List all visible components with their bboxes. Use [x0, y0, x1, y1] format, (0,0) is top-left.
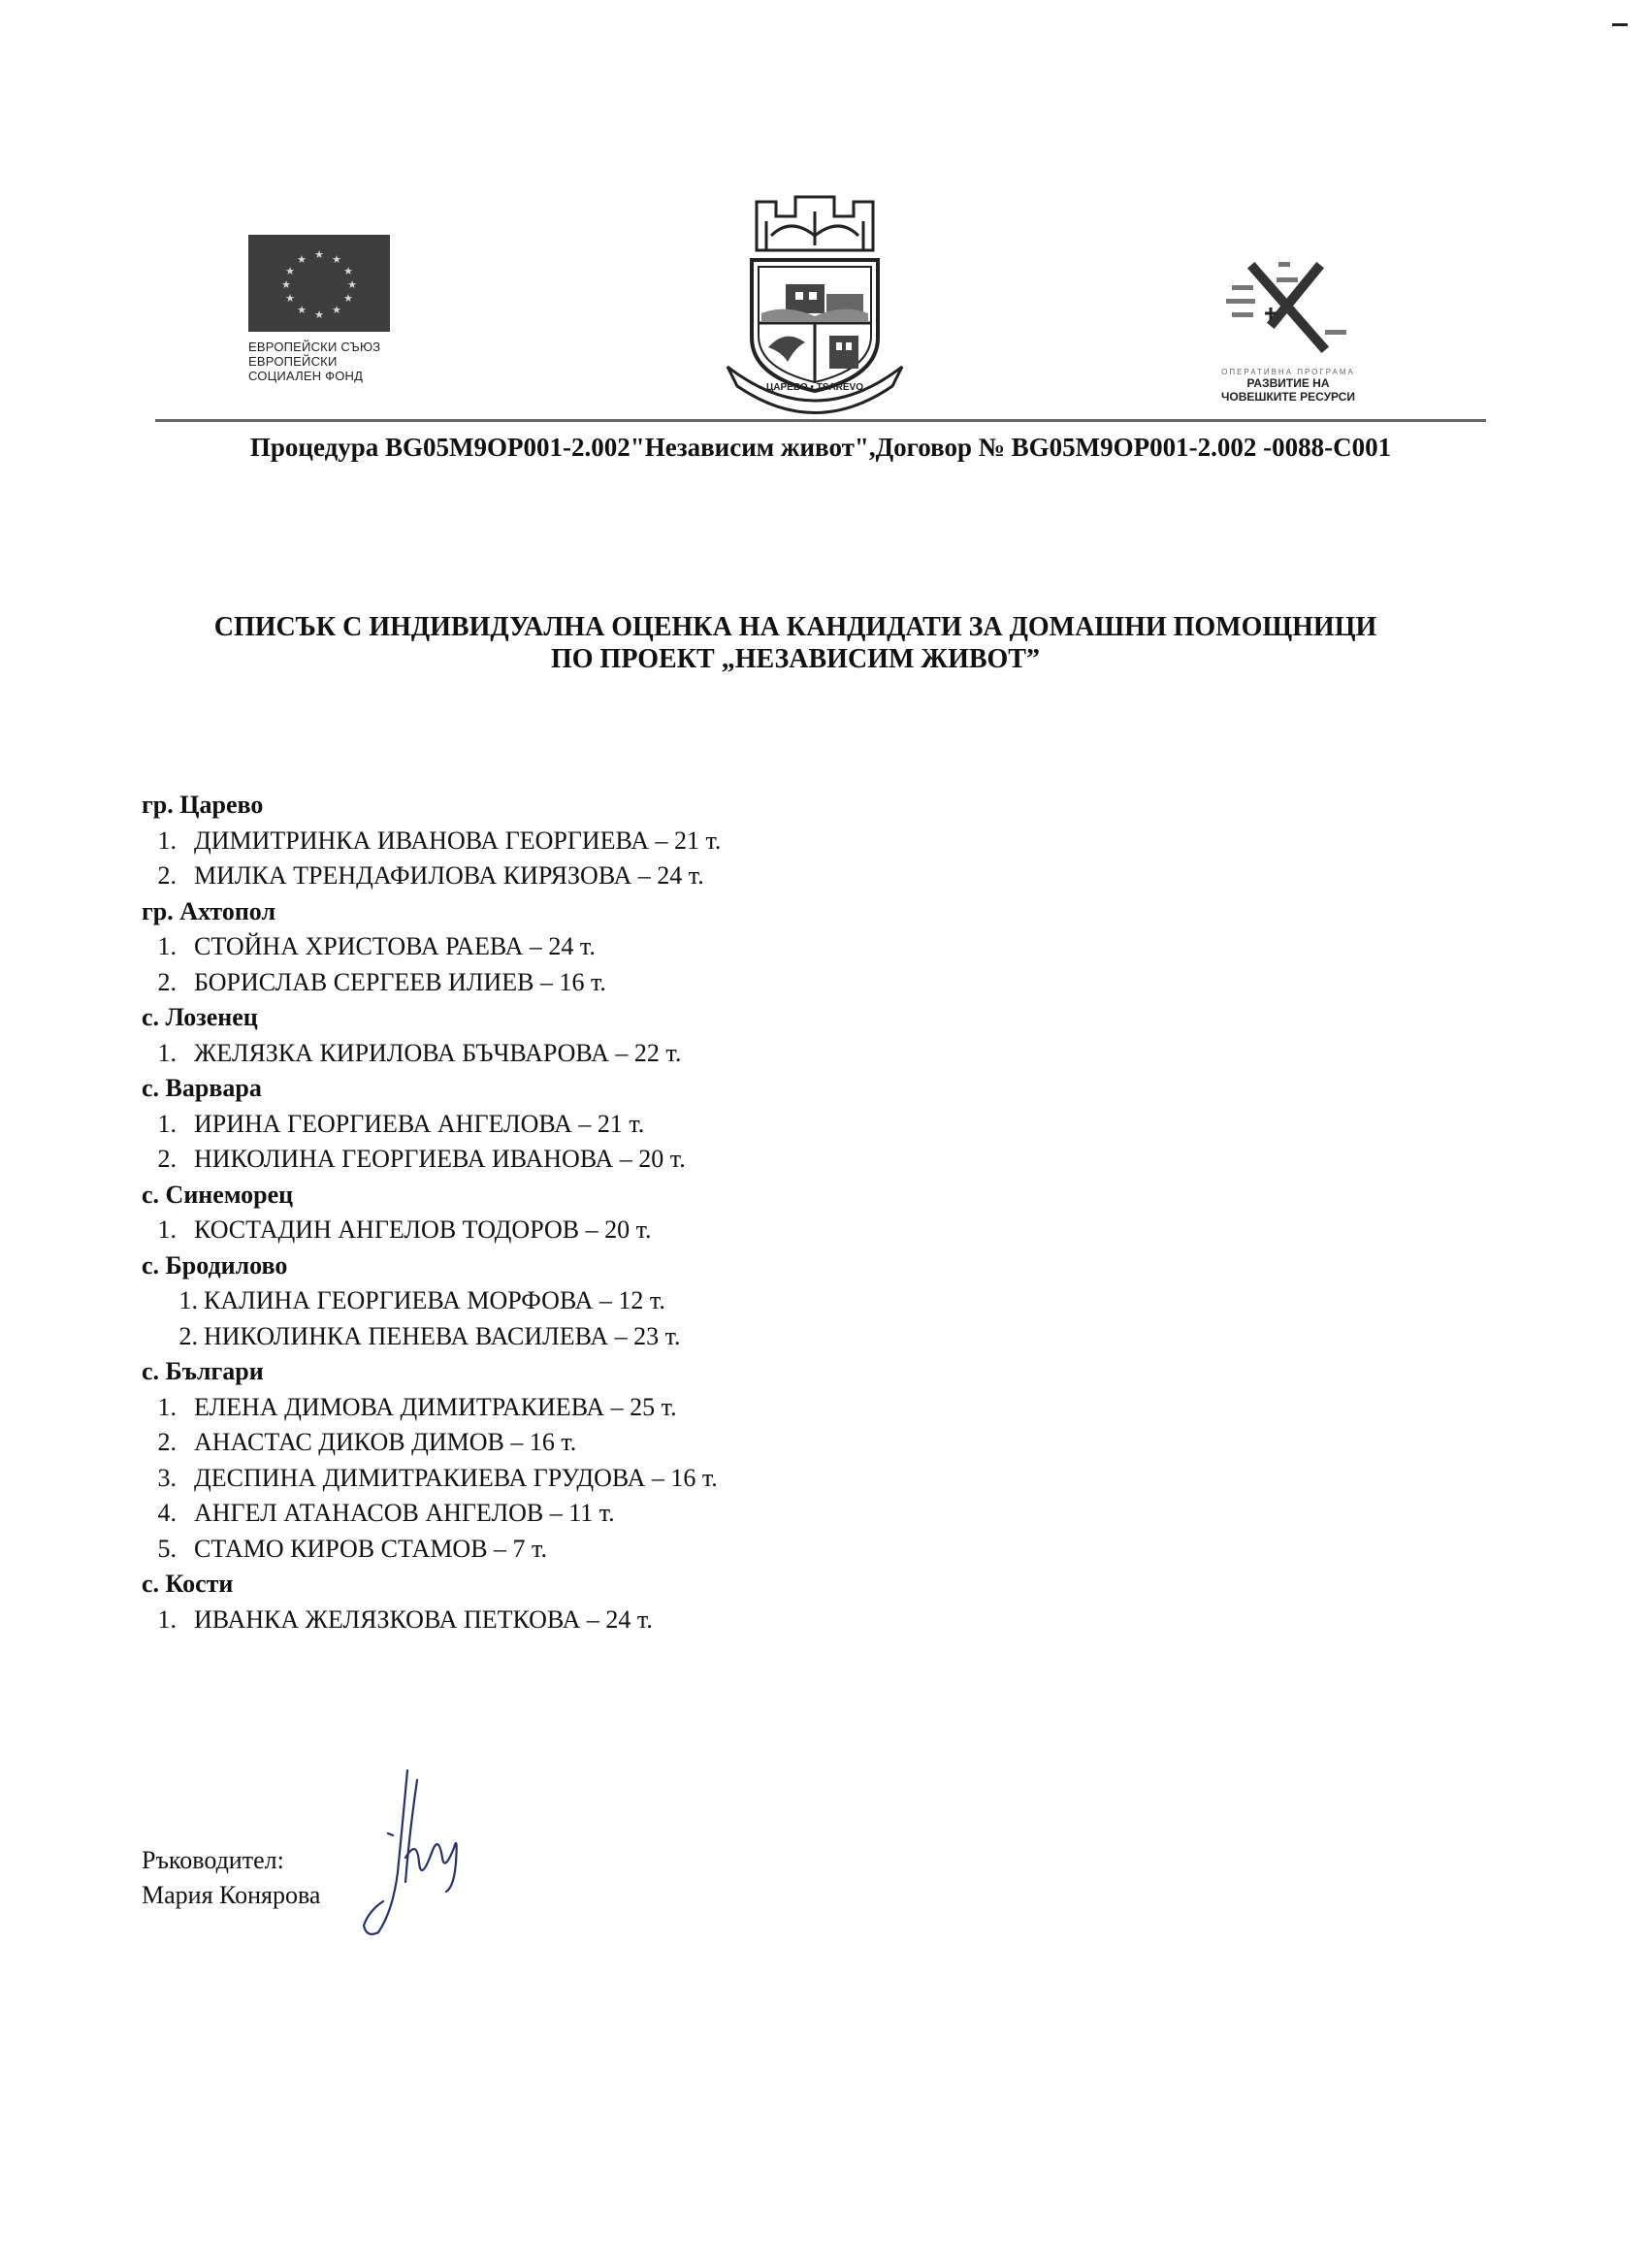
- title-line: ПО ПРОЕКТ „НЕЗАВИСИМ ЖИВОТ”: [551, 644, 1040, 674]
- op-program-name-line1: РАЗВИТИЕ НА: [1246, 376, 1330, 390]
- list-item-number: 2.: [157, 1428, 177, 1456]
- handwritten-signature-icon: [349, 1766, 495, 1940]
- tsarevo-crest-icon: [718, 192, 912, 415]
- signatory-name: Мария Конярова: [142, 1881, 321, 1909]
- list-item: [142, 1461, 1306, 1497]
- eu-logo: [248, 235, 394, 400]
- op-hrd-logo: [1201, 254, 1375, 409]
- candidate-entry: НИКОЛИНА ГЕОРГИЕВА ИВАНОВА – 20 т.: [194, 1145, 686, 1173]
- list-item: [142, 1319, 1306, 1355]
- candidate-list: [142, 788, 1306, 1637]
- signatory-role: Ръководител:: [142, 1846, 284, 1874]
- signature-block: [142, 1843, 320, 1913]
- list-item: [142, 965, 1306, 1001]
- svg-text:★: ★: [281, 278, 291, 291]
- list-item-number: 2.: [157, 967, 177, 996]
- list-item-number: 5.: [157, 1534, 177, 1563]
- svg-text:★: ★: [285, 265, 295, 277]
- list-item-number: 1.: [157, 1604, 177, 1634]
- svg-text:★: ★: [332, 304, 341, 316]
- list-item-number: 1.: [178, 1286, 198, 1314]
- svg-text:★: ★: [343, 292, 353, 305]
- list-item: [142, 1603, 1306, 1638]
- svg-text:★: ★: [297, 304, 307, 316]
- place-heading: гр. Царево: [142, 791, 264, 819]
- candidate-entry: БОРИСЛАВ СЕРГЕЕВ ИЛИЕВ – 16 т.: [194, 967, 606, 996]
- list-item-number: 1.: [157, 1392, 177, 1421]
- place-heading: с. Кости: [142, 1570, 234, 1598]
- list-item-number: 2.: [178, 1321, 198, 1350]
- svg-text:★: ★: [347, 278, 357, 291]
- list-item-number: 3.: [157, 1463, 177, 1492]
- place-heading: с. Варвара: [142, 1074, 262, 1102]
- list-item-number: 1.: [157, 1215, 177, 1244]
- candidate-entry: ЕЛЕНА ДИМОВА ДИМИТРАКИЕВА – 25 т.: [194, 1392, 677, 1421]
- candidate-entry: АНАСТАС ДИКОВ ДИМОВ – 16 т.: [194, 1428, 577, 1456]
- candidate-entry: НИКОЛИНКА ПЕНЕВА ВАСИЛЕВА – 23 т.: [204, 1321, 681, 1350]
- candidate-entry: АНГЕЛ АТАНАСОВ АНГЕЛОВ – 11 т.: [194, 1499, 615, 1527]
- list-item: [142, 1036, 1306, 1072]
- list-item-number: 4.: [157, 1499, 177, 1527]
- list-item-number: 1.: [157, 826, 177, 855]
- svg-text:★: ★: [314, 308, 324, 321]
- list-item-number: 2.: [157, 1145, 177, 1173]
- candidate-entry: КАЛИНА ГЕОРГИЕВА МОРФОВА – 12 т.: [204, 1286, 665, 1314]
- list-item-number: 1.: [157, 1109, 177, 1138]
- candidate-entry: СТАМО КИРОВ СТАМОВ – 7 т.: [194, 1534, 547, 1563]
- candidate-entry: ИВАНКА ЖЕЛЯЗКОВА ПЕТКОВА – 24 т.: [194, 1604, 653, 1634]
- list-item: [142, 859, 1306, 894]
- candidate-entry: ИРИНА ГЕОРГИЕВА АНГЕЛОВА – 21 т.: [194, 1109, 645, 1138]
- list-item: [142, 824, 1306, 859]
- scan-mark: [1612, 23, 1628, 26]
- svg-text:★: ★: [343, 265, 353, 277]
- op-hrd-caption: [1201, 368, 1375, 404]
- eu-caption-line: ЕВРОПЕЙСКИ: [248, 354, 338, 369]
- candidate-entry: ДИМИТРИНКА ИВАНОВА ГЕОРГИЕВА – 21 т.: [194, 826, 722, 855]
- op-hrd-logo-icon: [1220, 254, 1356, 361]
- svg-text:★: ★: [285, 292, 295, 305]
- list-item: [142, 1532, 1306, 1568]
- list-item: [142, 929, 1306, 965]
- place-heading: с. Синеморец: [142, 1180, 294, 1209]
- crest-ribbon-text: ЦАРЕВО • TSAREVO: [765, 382, 863, 393]
- eu-caption-line: ЕВРОПЕЙСКИ СЪЮЗ: [248, 340, 381, 354]
- document-title: [97, 611, 1494, 675]
- candidate-entry: МИЛКА ТРЕНДАФИЛОВА КИРЯЗОВА – 24 т.: [194, 861, 704, 890]
- candidate-entry: СТОЙНА ХРИСТОВА РАЕВА – 24 т.: [194, 932, 596, 960]
- list-item: [142, 1142, 1306, 1178]
- candidate-entry: ДЕСПИНА ДИМИТРАКИЕВА ГРУДОВА – 16 т.: [194, 1463, 718, 1492]
- list-item-number: 1.: [157, 1038, 177, 1067]
- list-item-number: 2.: [157, 861, 177, 890]
- list-item-number: 1.: [157, 932, 177, 960]
- header-divider: [155, 419, 1486, 422]
- title-line: СПИСЪК С ИНДИВИДУАЛНА ОЦЕНКА НА КАНДИДАТИ ЗА ДОМАШНИ ПОМОЩНИЦИ: [213, 612, 1377, 642]
- svg-text:★: ★: [314, 248, 324, 261]
- list-item: [142, 1283, 1306, 1319]
- eu-flag-icon: [248, 235, 390, 332]
- procedure-line: Процедура BG05M9OP001-2.002"Независим живот",Договор № BG05M9OP001-2.002 -0088-C001: [249, 433, 1392, 462]
- op-program-name-line2: ЧОВЕШКИТЕ РЕСУРСИ: [1220, 390, 1356, 404]
- eu-caption-line: СОЦИАЛЕН ФОНД: [248, 369, 364, 383]
- list-item: [142, 1107, 1306, 1143]
- place-heading: с. Лозенец: [142, 1003, 258, 1031]
- list-item: [142, 1496, 1306, 1532]
- op-program-label: ОПЕРАТИВНА ПРОГРАМА: [1221, 368, 1355, 376]
- list-item: [142, 1213, 1306, 1248]
- svg-text:★: ★: [332, 253, 341, 266]
- place-heading: гр. Ахтопол: [142, 896, 276, 925]
- svg-text:★: ★: [297, 253, 307, 266]
- eu-caption: [248, 340, 394, 383]
- list-item: [142, 1390, 1306, 1426]
- place-heading: с. Бродилово: [142, 1250, 288, 1280]
- candidate-entry: КОСТАДИН АНГЕЛОВ ТОДОРОВ – 20 т.: [194, 1215, 652, 1244]
- candidate-entry: ЖЕЛЯЗКА КИРИЛОВА БЪЧВАРОВА – 22 т.: [194, 1038, 682, 1067]
- place-heading: с. Българи: [142, 1357, 264, 1385]
- list-item: [142, 1425, 1306, 1461]
